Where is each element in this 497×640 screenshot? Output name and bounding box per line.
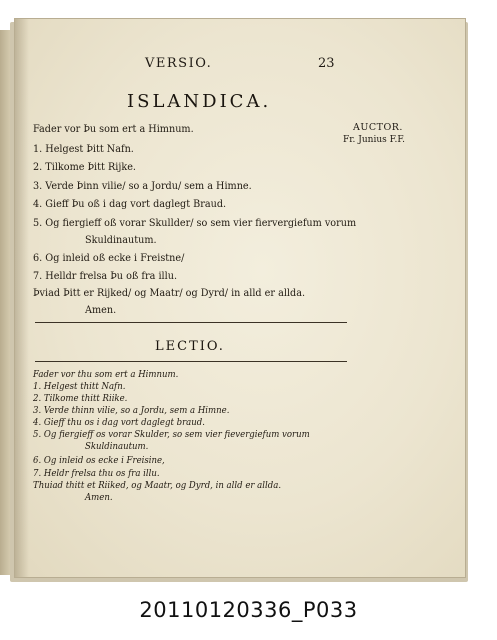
prayer-line: 1. Helgest thitt Nafn.	[33, 381, 126, 392]
prayer-line: 5. Og fiergieff oß vorar Skullder/ so sem vier fiervergiefum vorum	[33, 217, 357, 229]
section-divider	[35, 361, 347, 362]
prayer-line: 6. Og inleid oß ecke i Freistne/	[33, 252, 185, 264]
auctor-name: Fr. Junius F.F.	[343, 135, 406, 145]
prayer-line: 2. Tilkome thitt Riike.	[33, 393, 128, 404]
section-divider	[35, 322, 347, 323]
spine-shadow	[15, 19, 29, 577]
prayer-line: Fader vor thu som ert a Himnum.	[33, 369, 179, 380]
prayer-line: Skuldinautum.	[85, 234, 157, 246]
prayer-line: Skuldinautum.	[85, 441, 149, 452]
prayer-line: 4. Gieff Þu oß i dag vort daglegt Braud.	[33, 198, 227, 210]
book-page	[14, 18, 466, 578]
prayer-line: Þviad Þitt er Rijked/ og Maatr/ og Dyrd/ in alld er allda.	[33, 287, 306, 299]
prayer-line: 1. Helgest Þitt Nafn.	[33, 143, 134, 155]
auctor-label: AUCTOR.	[353, 122, 403, 133]
prayer-line: 6. Og inleid os ecke i Freisine,	[33, 455, 165, 466]
prayer-line: 3. Verde Þinn vilie/ so a Jordu/ sem a Himne.	[33, 180, 252, 192]
prayer-line: Fader vor Þu som ert a Himnum.	[33, 123, 194, 135]
version-title: ISLANDICA.	[127, 91, 272, 112]
section-title: LECTIO.	[155, 339, 225, 354]
prayer-line: 7. Heldr frelsa thu os fra illu.	[33, 468, 160, 479]
prayer-line: 7. Helldr frelsa Þu oß fra illu.	[33, 270, 178, 282]
prayer-line: Amen.	[85, 492, 113, 503]
prayer-line: Amen.	[85, 304, 117, 316]
prayer-line: 2. Tilkome Þitt Rijke.	[33, 161, 136, 173]
image-caption: 20110120336_P033	[139, 598, 358, 622]
page-number: 23	[318, 56, 335, 71]
prayer-line: 3. Verde thinn vilie, so a Jordu, sem a Himne.	[33, 405, 230, 416]
prayer-line: 5. Og fiergieff os vorar Skulder, so sem vier fievergiefum vorum	[33, 429, 310, 440]
prayer-line: Thuiad thitt et Riiked, og Maatr, og Dyrd, in alld er allda.	[33, 480, 282, 491]
prayer-line: 4. Gieff thu os i dag vort daglegt braud.	[33, 417, 205, 428]
running-head: VERSIO.	[145, 56, 213, 71]
